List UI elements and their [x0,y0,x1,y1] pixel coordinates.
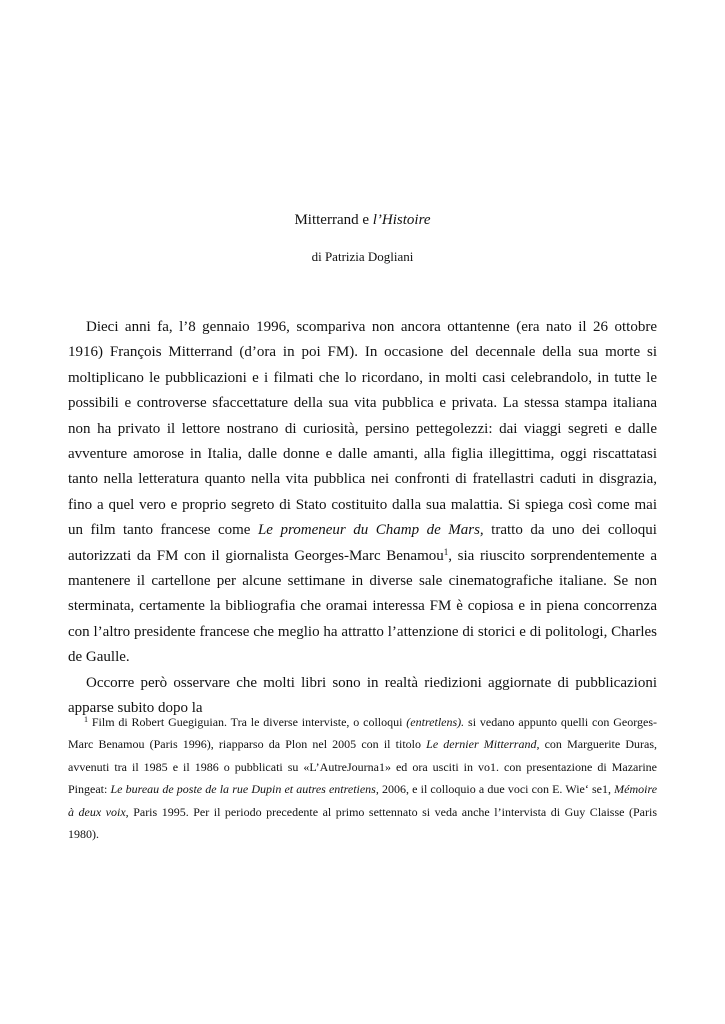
paragraph-1-text-c: , sia riuscito sorprendentemente a mantenere il cartellone per alcune settimane in diverse sale cinematografiche italiane. Se non sterminata, certamente la bibliografia che oramai interessa FM è copiosa e in piena concorrenza con l’altro presidente francese che meglio ha attratto l’attenzione di storici e di politologi, Charles de Gaulle. [68,547,657,666]
footnote-text-e: Paris 1995. Per il periodo precedente al primo settennato si veda anche l’intervista di Guy Claisse (Paris 1980). [68,804,657,842]
document-author: di Patrizia Dogliani [311,249,414,264]
paragraph-2: Occorre però osservare che molti libri sono in realtà riedizioni aggiornate di pubblicazioni apparse subito dopo la [68,674,657,717]
footnote [68,711,657,845]
paragraph-1-text-b: tratto da uno dei colloqui autorizzati da FM con il giornalista Georges-Marc Benamou [68,522,657,564]
footnote-reference[interactable]: 1 [443,546,449,557]
body-text [68,315,657,722]
footnote-entretiens: (entretlens). [406,715,465,729]
footnote-book-title-1: Le dernier Mitterrand, [426,737,540,752]
footnote-text-d: 2006, e il colloquio a due voci con E. Wie‘ se1, [378,782,615,797]
footnote-text-b: si vedano appunto quelli con Georges-Marc Benamou (Paris 1996), riapparso da Plon nel 2005 con il titolo [68,715,657,752]
film-title: Le promeneur du Champ de Mars, [257,522,484,539]
footnote-book-title-2: Le bureau de poste de la rue Dupin et autres entretiens, [110,782,379,797]
footnote-text-c: con Marguerite Duras, avvenuti tra il 1985 e il 1986 o pubblicati su «L’AutreJourna1» ed ora usciti in vo1. con presentazione di Mazarine Pingeat: [68,737,657,797]
title-italic-text: l’Histoire [372,212,431,228]
paragraph-1 [68,315,657,671]
title-text: Mitterrand e [294,212,373,228]
footnote-book-title-3: Mémoire à deux voix, [68,782,658,819]
paragraph-1-text-a: Dieci anni fa, l’8 gennaio 1996, scompariva non ancora ottantenne (era nato il 26 ottobre 1916) François Mitterrand (d’ora in poi FM). In occasione del decennale della sua morte si moltiplicano le pubblicazioni e i filmati che lo ricordano, in molti casi celebrandolo, in tutte le possibili e controverse sfaccettature della sua vita pubblica e privata. La stessa stampa italiana non ha privato il lettore nostrano di curiosità, persino pettegolezzi: dai viaggi segreti e dalle avventure amorose in Italia, dalle donne e dalle amanti, alla figlia illegittima, oggi riscattatasi tanto nella letteratura quanto nella vita pubblica nei confronti di fratellastri caduti in disgrazia, fino a quel vero e proprio segreto di Stato costituito dalla sua malattia. Si spiega così come mai un film tanto francese come [68,319,657,539]
document-title [0,210,725,230]
footnote-1 [68,711,657,845]
footnote-text-a: Film di Robert Guegiguian. Tra le diverse interviste, o colloqui [88,715,407,729]
footnote-number: 1 [84,715,88,724]
